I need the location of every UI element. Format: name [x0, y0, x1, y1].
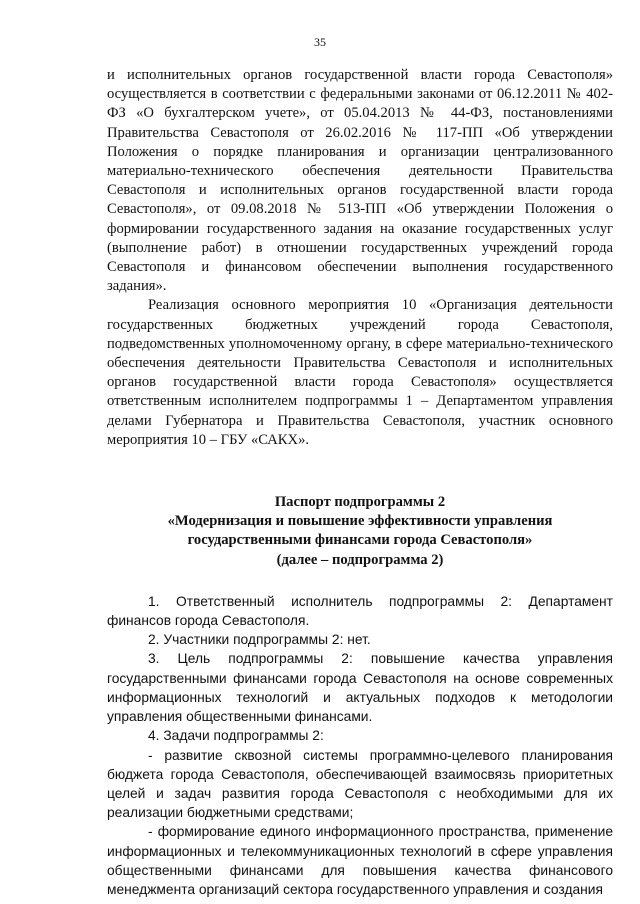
passport-subtitle-line2: государственными финансами города Севастополя» — [187, 532, 533, 549]
passport-heading — [107, 493, 613, 570]
page-number: 35 — [314, 35, 326, 49]
document-body — [107, 66, 613, 899]
item-goal: 3. Цель подпрограммы 2: повышение качества управления государственными финансами города Севастополя на основе современных информационных технологий и актуальных подходов к методологии управления общественными финансами. — [107, 651, 613, 725]
item-participants: 2. Участники подпрограммы 2: нет. — [148, 632, 371, 648]
item-tasks-heading: 4. Задачи подпрограммы 2: — [148, 728, 324, 744]
task-information-space: - формирование единого информационного пространства, применение информационных и телекоммуникационных технологий в сфере управления общественными финансами для повышения качества финансового менеджмента организаций сектора государственного управления и создания — [107, 824, 613, 897]
paragraph-legal-basis: и исполнительных органов государственной власти города Севастополя» осуществляется в соответствии с федеральными законами от 06.12.2011 № 402-ФЗ «О бухгалтерском учете», от 05.04.2013 № 44-ФЗ, постановлениями Правительства Севастополя от 26.02.2016 № 117-ПП «Об утверждении Положения о порядке планирования и организации централизованного материально-технического обеспечения деятельности Правительства Севастополя и исполнительных органов государственной власти города Севастополя», от 09.08.2018 № 513-ПП «Об утверждении Положения о формировании государственного задания на оказание государственных услуг (выполнение работ) в отношении государственных учреждений города Севастополя и финансовом обеспечении выполнения государственного задания». — [107, 67, 613, 295]
task-budget-planning: - развитие сквозной системы программно-целевого планирования бюджета города Севастополя, обеспечивающей взаимосвязь приоритетных целей и задач развития города Севастополя с необходимыми для их реализации бюджетными средствами; — [107, 747, 613, 821]
passport-subtitle-line1: «Модернизация и повышение эффективности управления — [167, 513, 553, 530]
passport-subtitle-line3: (далее – подпрограмма 2) — [276, 551, 444, 568]
passport-title: Паспорт подпрограммы 2 — [274, 494, 446, 511]
item-responsible-executor: 1. Ответственный исполнитель подпрограммы 2: Департамент финансов города Севастополя. — [107, 593, 613, 629]
paragraph-event-10: Реализация основного мероприятия 10 «Организация деятельности государственных бюджетных учреждений города Севастополя, подведомственных уполномоченному органу, в сфере материально-технического обеспечения деятельности Правительства Севастополя и исполнительных органов государственной власти города Севастополя» осуществляется ответственным исполнителем подпрограммы 1 – Департаментом управления делами Губернатора и Правительства Севастополя, участник основного мероприятия 10 – ГБУ «САКХ». — [107, 297, 613, 448]
